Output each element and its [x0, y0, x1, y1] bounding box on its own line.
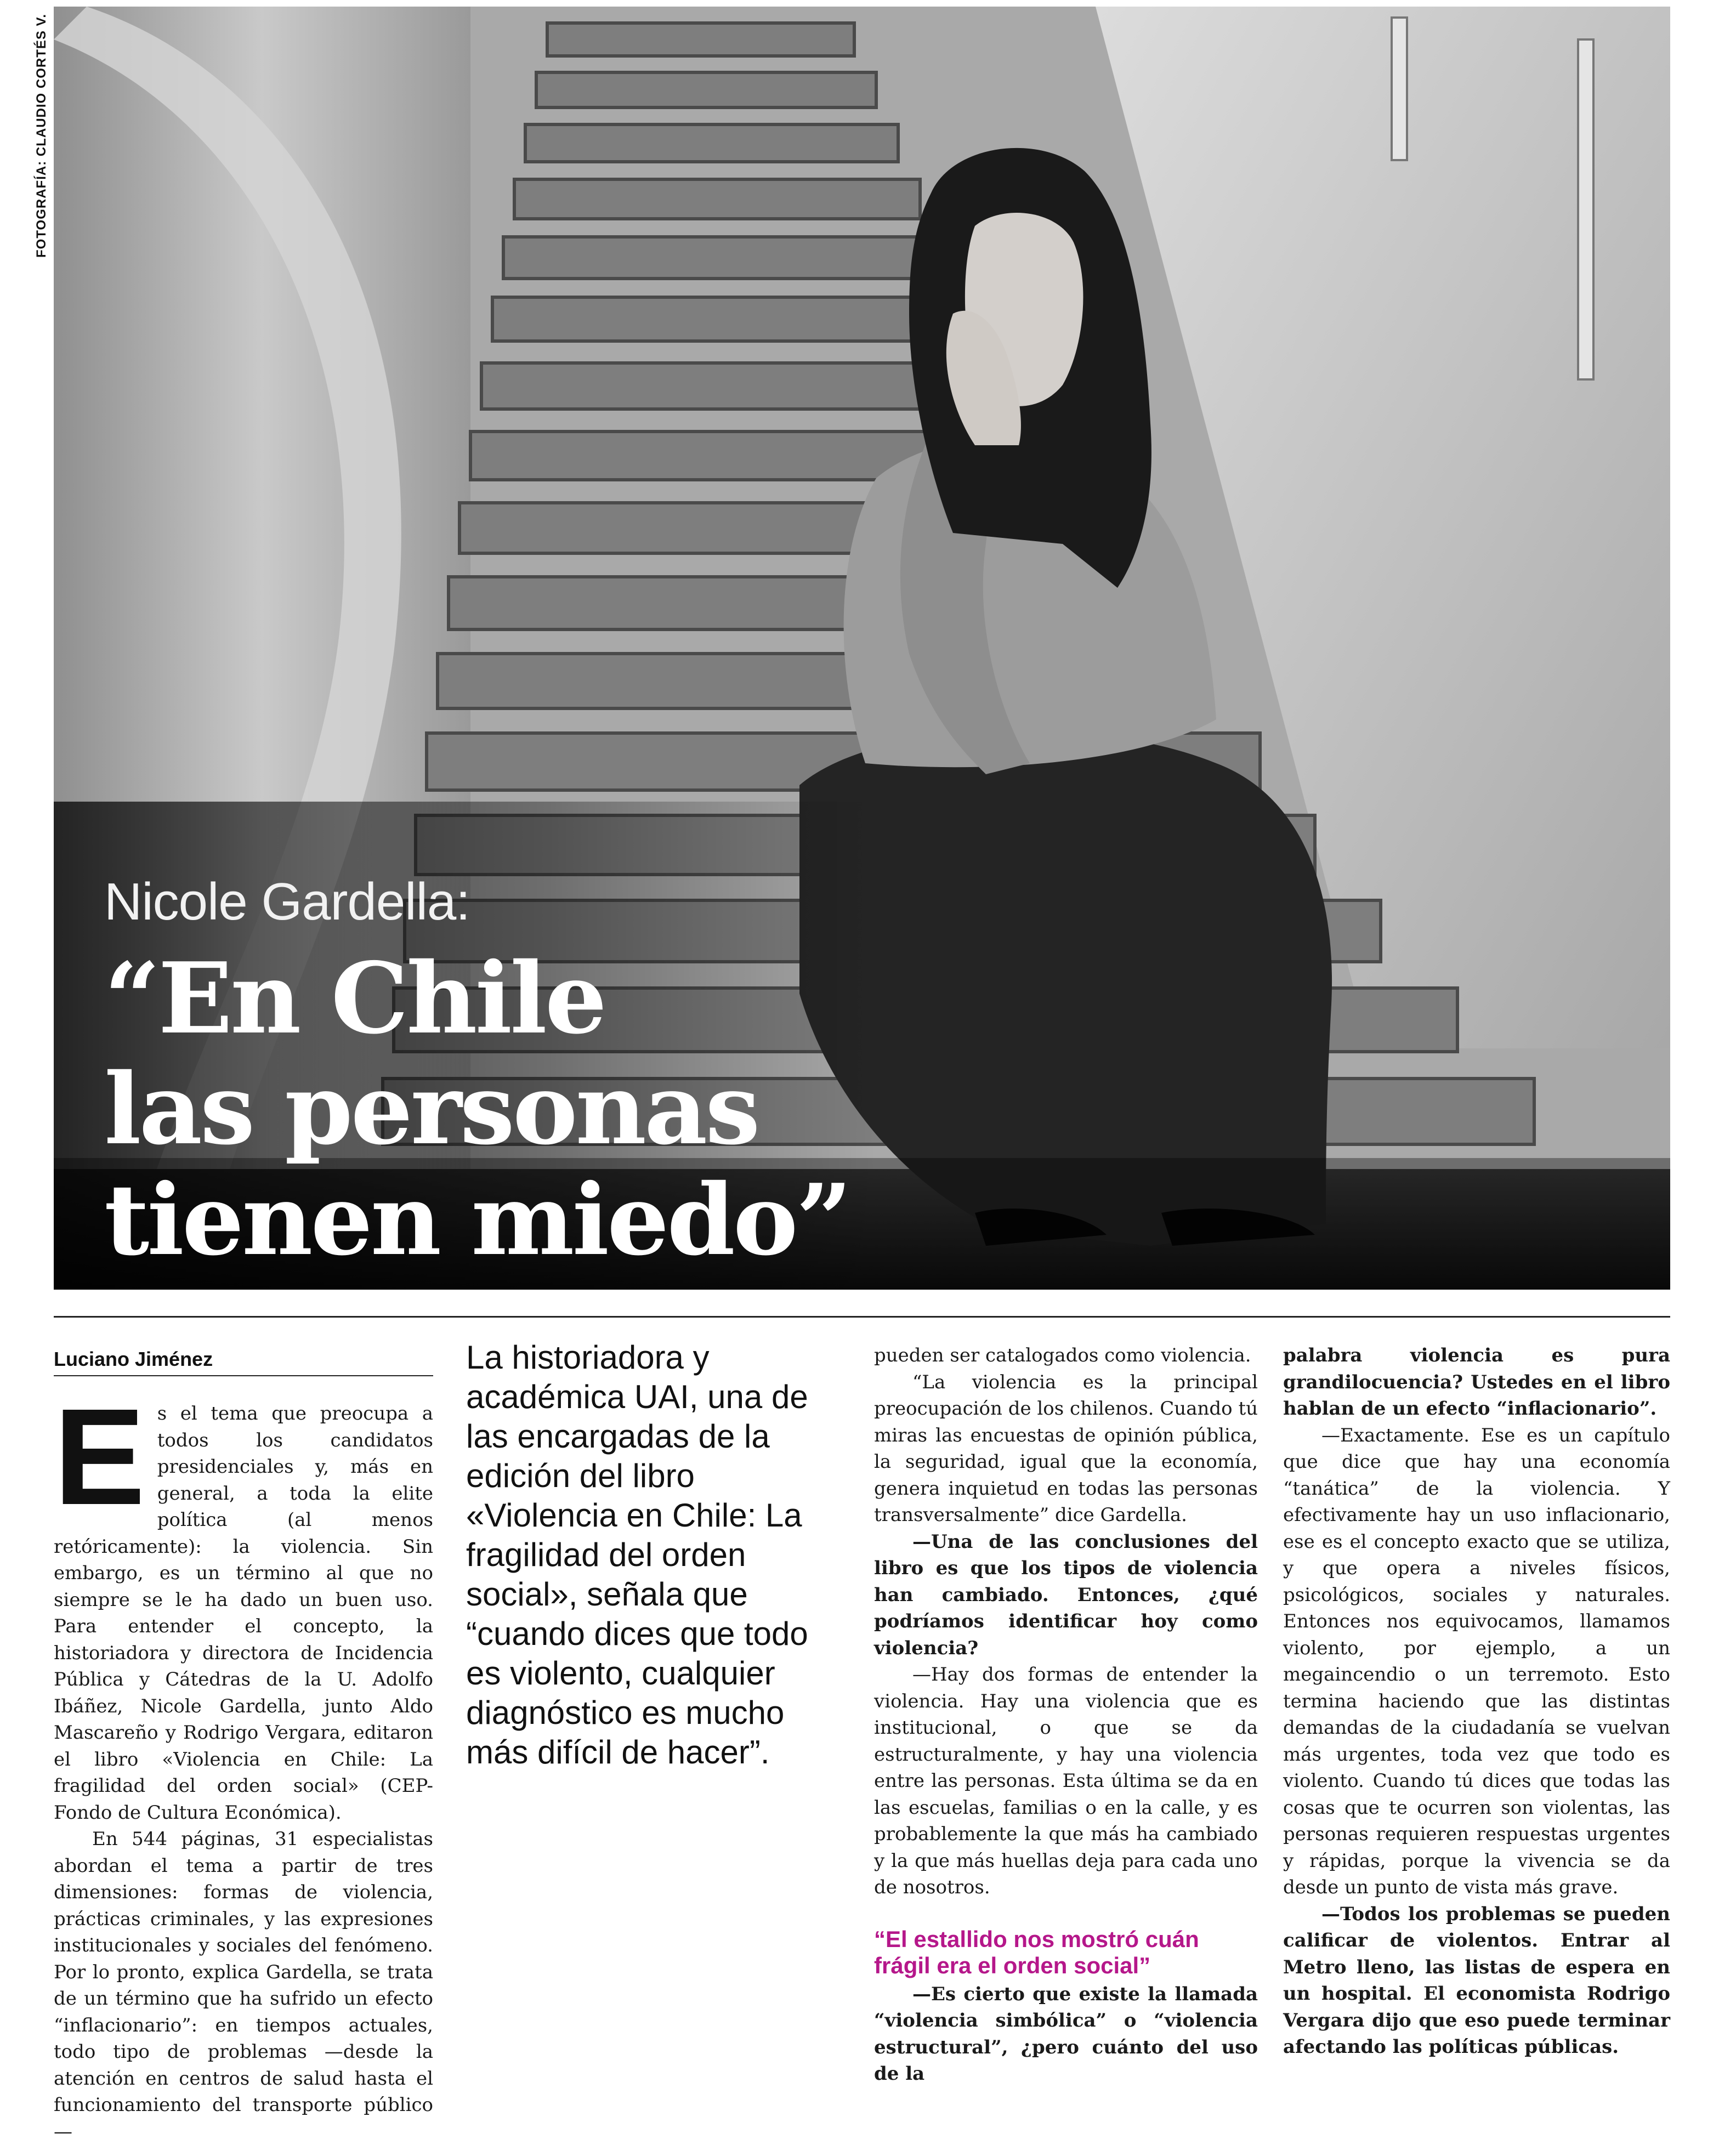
interview-question: —Es cierto que existe la llamada “violencia simbólica” o “violencia estructural”, ¿pero cuánto del uso de la	[874, 1983, 1258, 2085]
headline-kicker: Nicole Gardella:	[104, 872, 470, 931]
headline-line-3: tienen miedo”	[104, 1162, 850, 1277]
headline	[104, 943, 850, 1275]
interview-question: —Todos los problemas se pueden calificar de violentos. Entrar al Metro lleno, las listas de espera en un hospital. El economista Rodrigo Vergara dijo que eso puede terminar afectando las políticas públicas.	[1283, 1903, 1670, 2058]
photo-credit-text: FOTOGRAFÍA: CLAUDIO CORTÉS V.	[34, 13, 49, 258]
article-column-3	[874, 1342, 1258, 2087]
section-divider	[54, 1316, 1670, 1318]
interview-question-continued: palabra violencia es pura grandilocuencia? Ustedes en el libro hablan de un efecto “inflacionario”.	[1283, 1344, 1670, 1420]
article-column-1	[54, 1380, 433, 2145]
photo-credit	[34, 5, 56, 258]
drop-cap: E	[54, 1380, 145, 1533]
section-subhead: “El estallido nos mostró cuán frágil era el orden social”	[874, 1926, 1199, 1978]
byline-divider	[54, 1375, 433, 1376]
author-byline: Luciano Jiménez	[54, 1348, 213, 1370]
headline-line-2: las personas	[104, 1052, 758, 1166]
interview-answer: —Exactamente. Ese es un capítulo que dice que hay una economía “tanática” de la violencia. Y efectivamente hay un uso inflacionario, ese es el concepto exacto que se utiliza, y que opera a niveles físicos, psicológicos, sociales y naturales. Entonces nos equivocamos, llamamos violento, por ejemplo, a un megaincendio o un terremoto. Esto termina haciendo que las distintas demandas de la ciudadanía se vuelvan más urgentes, toda vez que todo es violento. Cuando tú dices que todas las cosas que te ocurren son violentas, las personas requieren respuestas urgentes y rápidas, porque la vivencia se da desde un punto de vista más grave.	[1283, 1424, 1670, 1898]
article-column-4	[1283, 1342, 1670, 2061]
paragraph: pueden ser catalogados como violencia.	[874, 1344, 1251, 1366]
paragraph: “La violencia es la principal preocupación de los chilenos. Cuando tú miras las encuestas de opinión pública, la seguridad, igual que la economía, genera inquietud en todas las personas transversalmente” dice Gardella.	[874, 1371, 1258, 1526]
interview-answer: —Hay dos formas de entender la violencia. Hay una violencia que es institucional, o que se da estructuralmente, y hay una violencia entre las personas. Esta última se da en las escuelas, familias o en la calle, y es probablemente la que más ha cambiado y la que más huellas deja para cada uno de nosotros.	[874, 1664, 1258, 1898]
headline-line-1: “En Chile	[104, 941, 605, 1056]
paragraph-2: En 544 páginas, 31 especialistas abordan el tema a partir de tres dimensiones: formas de violencia, prácticas criminales, y las expresiones institucionales y sociales del fenómeno. Por lo pronto, explica Gardella, se trata de un término que ha sufrido un efecto “inflacionario”: en tiempos actuales, todo tipo de problemas —desde la atención en centros de salud hasta el funcionamiento del transporte público—	[54, 1828, 433, 2143]
pull-quote: La historiadora y académica UAI, una de las encargadas de la edición del libro «Violencia en Chile: La fragilidad del orden social», señala que “cuando dices que todo es violento, cualquier diagnóstico es mucho más difícil de hacer”.	[466, 1339, 808, 1771]
paragraph-1: Es el tema que preocupa a todos los candidatos presidenciales y, más en general, a toda la elite política (al menos retóricamente): la violencia. Sin embargo, es un término al que no siempre se le ha dado un buen uso. Para entender el concepto, la historiadora y directora de Incidencia Pública y Cátedras de la U. Adolfo Ibáñez, Nicole Gardella, junto Aldo Mascareño y Rodrigo Vergara, editaron el libro «Violencia en Chile: La fragilidad del orden social» (CEP- Fondo de Cultura Económica).	[54, 1380, 433, 1824]
interview-question: —Una de las conclusiones del libro es que los tipos de violencia han cambiado. Entonces, ¿qué podríamos identificar hoy como violencia?	[874, 1530, 1258, 1659]
